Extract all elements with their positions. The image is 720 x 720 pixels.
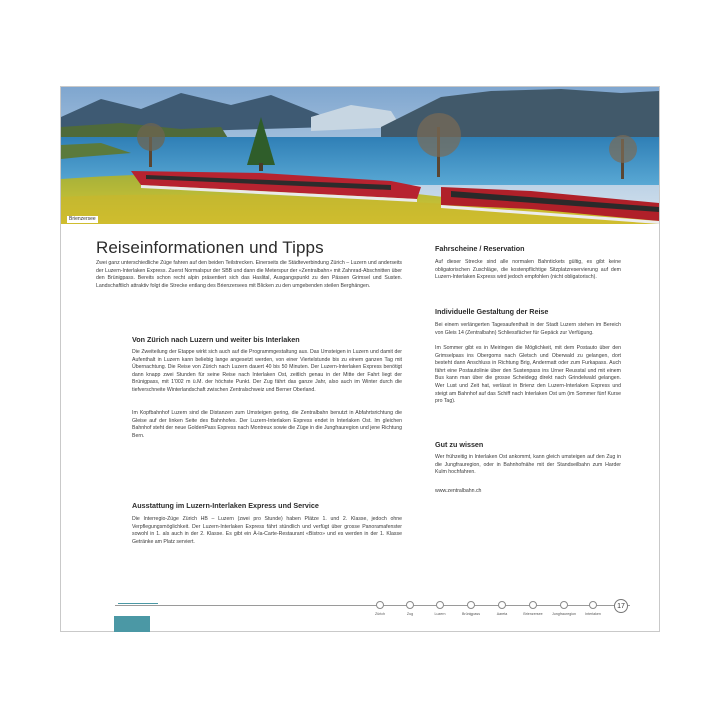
route-stop-label: Luzern [434, 612, 446, 616]
page-title: Reiseinformationen und Tipps [96, 238, 324, 257]
route-stop [436, 601, 444, 609]
section-heading: Ausstattung im Luzern-Interlaken Express und Service [132, 501, 319, 510]
section-text: Auf dieser Strecke sind alle normalen Bahntickets gültig, es gibt keine obligatorischen Zuschläge, die kostenpflichtige Sitzplatzreservierung auf dem Luzern-Interlaken Express wird jedoch empfohlen (nicht obligatorisch). [435, 259, 621, 281]
section-heading: Individuelle Gestaltung der Reise [435, 307, 549, 316]
route-line [115, 605, 630, 606]
intro-text: Zwei ganz unterschiedliche Züge fahren auf den beiden Teilstrecken. Einerseits die Städteverbindung Zürich – Luzern und anderseits der Luzern-Interlaken Express. Zuerst Normalspur der SBB und dann die Meterspur der «Zentralbahn» mit Zahnrad-Abschnitten über den Brünigpass. Bereits schon recht alpin präsentiert sich das Haslital, Ausgangspunkt zu den Pässen Grimsel und Susten. Landschaftlich attraktiv folgt die Strecke entlang des Brienzersees mit Blicken zu den umgebenden steilen Berghängen. [96, 260, 402, 289]
page-number: 17 [614, 599, 628, 613]
section-text: Wer frühzeitig in Interlaken Ost ankommt, kann gleich umsteigen auf den Zug in die Jungfrauregion, oder in Bahnhofnähe mit der Standseilbahn zum Harder Kulm hochfahren. [435, 454, 621, 476]
lake-train-photo [61, 87, 659, 224]
route-stop [498, 601, 506, 609]
section-text: Im Sommer gibt es in Meiringen die Möglichkeit, mit dem Postauto über den Grimselpass ins Obergoms nach Gletsch und Oberwald zu gelangen, dort besteht dann Anschluss in Richtung Brig, Andermatt oder zum Furkapass. Auch fährt eine Postautolinie über den Sustenpass ins Urner Reusstal und mit einem Bus kann man über die grosse Scheidegg direkt nach Grindelwald gelangen. Wer Lust und Zeit hat, verlässt in Brienz den Luzern-Interlaken Express und steigt am Bahnhof auf das Schiff nach Interlaken Ost um (im Sommer fünf Kurse pro Tag). [435, 345, 621, 405]
section-heading: Fahrscheine / Reservation [435, 244, 525, 253]
route-stop [406, 601, 414, 609]
route-stop [589, 601, 597, 609]
route-stop-label: Brienzersee [523, 612, 543, 616]
route-stop-label: Aareta [496, 612, 508, 616]
route-stop [560, 601, 568, 609]
route-stop-label: Zug [406, 612, 414, 616]
chapter-color-tab [114, 616, 150, 632]
route-stop [376, 601, 384, 609]
route-stop-label: Jungfrauregion [552, 612, 576, 616]
section-text: Bei einem verlängerten Tagesaufenthalt in der Stadt Luzern stehen im Bereich von Gleis 14 (Zentralbahn) Schliessfächer für Gepäck zur Verfügung. [435, 322, 621, 336]
route-stop-label: Zürich [375, 612, 385, 616]
section-heading: Von Zürich nach Luzern und weiter bis Interlaken [132, 335, 300, 344]
header-photo [61, 87, 659, 224]
section-text: Die Zweiteilung der Etappe wirkt sich auch auf die Programmgestaltung aus. Das Umsteigen in Luzern und damit der Aufenthalt in Luzern kann beliebig lange angesetzt werden, von einer Viertelstunde bis zu einem ganzen Tag mit Übernachtung. Die Reise von Zürich nach Luzern dauert 40 bis 50 Minuten. Der Luzern-Interlaken Express benötigt dann knapp zwei Stunden für seine Reise nach Interlaken Ost, zeitlich genau in der Mitte der Fahrt liegt der Brünigpass, mit 1'002 m ü.M. der höchste Punkt. Der Zug fährt das ganze Jahr, also auch im Winter durch die tiefverschneite Winterlandschaft zwischen Zentralschweiz und Berner Oberland. [132, 349, 402, 393]
website-link[interactable]: www.zentralbahn.ch [435, 488, 482, 494]
route-stop-label: Brünigpass [462, 612, 480, 616]
section-heading: Gut zu wissen [435, 440, 484, 449]
route-stop-label: Interlaken [585, 612, 601, 616]
section-text: Im Kopfbahnhof Luzern sind die Distanzen zum Umsteigen gering, die Zentralbahn benutzt in Abfahrtsrichtung die Gleise auf der linken Seite des Bahnhofes. Der Luzern-Interlaken Express endet in Interlaken Ost. Im gleichen Bahnhof steht der neue GoldenPass Express nach Montreux sowie die Züge in die Jungfrauregion und jene Richtung Bern. [132, 410, 402, 439]
route-stop [467, 601, 475, 609]
photo-caption: Brienzersee [69, 216, 96, 222]
route-stop [529, 601, 537, 609]
section-text: Die Interregio-Züge Zürich HB – Luzern (zwei pro Stunde) haben Plätze 1. und 2. Klasse, jedoch ohne Verpflegungsmöglichkeit. Der Luzern-Interlaken Express fährt stündlich und verfügt über grosse Panoramafenster sowohl in 1. als auch in der 2. Klasse. Es gibt ein À-la-Carte-Restaurant «Bistro» und es werden in der 1. Klasse Getränke am Platz serviert. [132, 516, 402, 545]
